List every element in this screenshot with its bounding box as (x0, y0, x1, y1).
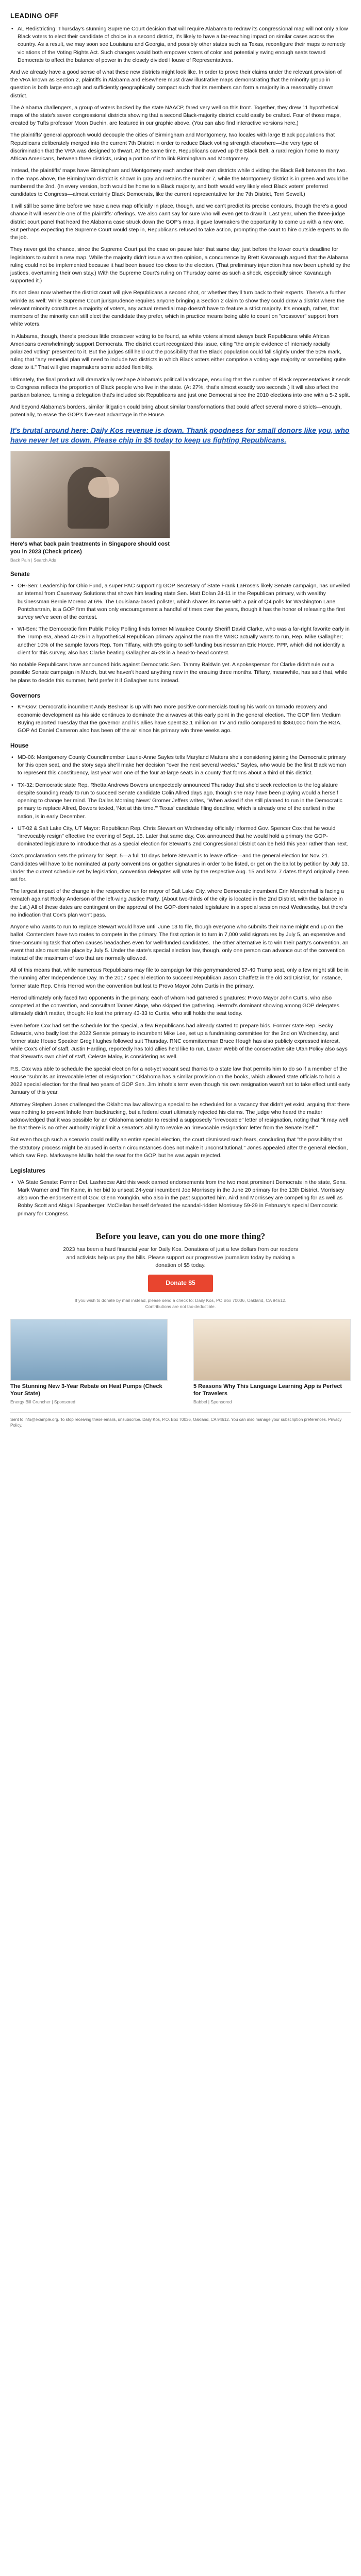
ad-sponsor: Back Pain | Search Ads (10, 557, 56, 563)
ad-sponsor: Energy Bill Cruncher | Sponsored (10, 1399, 75, 1404)
list-item: • OH-Sen: Leadership for Ohio Fund, a super PAC supporting GOP Secretary of State Frank LaRose's likely Senate campaign, has unveiled an internal from Causeway Solutions that shows him leading state Sen. Matt Dolan 24-11 in the Republican primary, with wealthy businessman Bernie Moreno at 6%. The Louisiana-based pollster, which shares its name with a pair of Q4 polls for Washington Lane Pontchartrain, is a GOP firm that won only encouragement a handful of times over the years, though it has the honor of releasing the first survey we've seen of the contest. (10, 582, 351, 621)
ad-hand (88, 477, 119, 498)
list-item: • KY-Gov: Democratic incumbent Andy Beshear is up with two more positive commercials touting his work on tornado recovery and economic development as his side continues to dominate the airwaves at this early point in the general election. The GOP firm Medium Buying reported Tuesday that the governor and his allies have spent $2.1 million on TV and radio compared to $360,000 from the RGA. GOP Ad Daniel Cameron also has been off the air since his primary win three weeks ago. (10, 703, 351, 735)
governors-list (10, 703, 351, 735)
donation-mail-note: If you wish to donate by mail instead, please send a check to: Daily Kos, PO Box 70036, Oakland, CA 94612. Contributions are not tax-deductible. (74, 1297, 287, 1309)
paragraph: In Alabama, though, there's precious little crossover voting to be found, as white voters almost always back Republicans while African Americans overwhelmingly support Democrats. The district court recognized this issue, citing "the ample evidence of intensely racially polarized voting" presented to it. But the judges still held out the possibility that the Black population could fall slightly under the 50% mark, ruling that "any remedial plan will need to include two districts in which Black voters either comprise a voting-age majority or something quite close to it." That will give mapmakers some added flexibility. (10, 333, 346, 371)
donation-title: Before you leave, can you do one more thing? (95, 1231, 266, 1241)
paragraph: Herrod ultimately only faced two opponents in the primary, each of whom had gathered signatures: Provo Mayor John Curtis, who also competed at the convention, and consultant Tanner Ainge, who skipped the gathering. Herrod's dominant showing among GOP delegates ultimately didn't matter, though: He lost the primary 43-33 to Curtis, who still holds the seat today. (10, 994, 339, 1017)
donate-button[interactable]: Donate $5 (148, 1275, 212, 1292)
paragraph: Instead, the plaintiffs' maps have Birmingham and Montgomery each anchor their own districts while dividing the Black Belt between the two. In the maps above, the Birmingham district is shown in gray and retains the number 7, while the Montgomery district is in green and would be numbered the 2nd. (In every version, both would be home to a Black majority, and both would very likely elect Black voters' preferred candidates to Congress—almost certainly Black Democrats, like the current representative for the 7th District, Terri Sewell.) (10, 167, 349, 197)
ad-sponsor: Babbel | Sponsored (193, 1399, 232, 1404)
ad-image[interactable] (10, 451, 170, 538)
list-item: • UT-02 & Salt Lake City, UT Mayor: Republican Rep. Chris Stewart on Wednesday officially informed Gov. Spencer Cox that he would "irrevocably resign" effective the evening of Sept. 15. Later that same day, Cox announced that he would hold a primary the GOP-dominated legislature to introduce that as a special election for Stewart's 2nd Congressional District can be held this year rather than next. (10, 825, 351, 849)
paragraph: It will still be some time before we have a new map officially in place, though, and we can't predict its precise contours, though there's a good chance it will resemble one of the plaintiffs' offerings. We also can't say for sure who will even get to draw it. Last year, when the three-judge district court panel that heard the Alabama case struck down the GOP's map, it gave lawmakers the opportunity to come up with a new one. But perhaps expecting the Supreme Court would step in, Republicans refused to take action, prompting the court to hire outside experts to do the job. (10, 203, 349, 241)
paragraph: Cox's proclamation sets the primary for Sept. 5—a full 10 days before Stewart is to leave office—and the general election for Nov. 21. Candidates will have to be nominated at party conventions or gather signatures in order to be listed, or get on the ballot by petition by July 13. Under the current schedule set by legislation, convention delegates will vote by the respective Aug. 15 and Nov. 7 dates they'd originally been set for. (10, 853, 349, 883)
section-heading-house: House (10, 743, 29, 750)
footer-text: Sent to info@example.org. To stop receiving these emails, unsubscribe. Daily Kos, P.O. Box 70036, Oakland, CA 94612. You can also manage your subscription preferences. Privacy Policy. (10, 1417, 342, 1428)
senate-list (10, 582, 351, 657)
paragraph: It's not clear now whether the district court will give Republicans a second shot, or whether they'll turn back to their experts. There's a further wrinkle as well: While Supreme Court jurisprudence requires anyone bringing a Section 2 claim to show they could draw a district where the relevant minority constitutes a majority of voters, any actual remedial map doesn't have to feature a strict majority. It's enough, rather, that members of the minority can still elect the candidate they prefer, which in practice means being able to count on "crossover" support from white voters. (10, 290, 346, 328)
paragraph: And we already have a good sense of what these new districts might look like. In order to prove their claims under the relevant provision of the VRA known as Section 2, plaintiffs in Alabama and elsewhere must draw illustrative maps demonstrating that the minority group in question is both large enough and sufficiently geographically compact such that its members can form a majority in a reasonably drawn district. (10, 69, 342, 99)
paragraph: The Alabama challengers, a group of voters backed by the state NAACP, fared very well on this front. Together, they drew 11 hypothetical maps of the state's seven congressional districts showing that a second Black-majority district could easily be crafted. Four of those maps, created by Tufts professor Moon Duchin, are featured in our graphic above. (You can also find interactive versions here.) (10, 104, 341, 127)
bottom-ad-left[interactable] (10, 1319, 168, 1405)
leading-off-body (10, 25, 351, 419)
ad-caption[interactable]: Here's what back pain treatments in Singapore should cost you in 2023 (Check prices) (10, 541, 170, 555)
leading-off-list (10, 25, 351, 64)
ad-caption[interactable]: The Stunning New 3-Year Rebate on Heat Pumps (Check Your State) (10, 1383, 162, 1397)
list-item: • VA State Senate: Former Del. Lashrecse Aird this week earned endorsements from the two most prominent Democrats in the state, Sens. Mark Warner and Tim Kaine, in her bid to unseat 24-year incumbent Joe Morrissey in the June 20 primary for the 13th District. Morrissey also won the endorsement of Gov. Glenn Youngkin, who also in the past supported him. Aird and Morrissey are competing for as well as Bobby Scott and Abigail Spanberger. McClellan herself defeated the scandal-ridden Morrissey 59-29 in February's special Democratic primary for Congress. (10, 1179, 351, 1218)
donation-promo-link[interactable]: It's brutal around here: Daily Kos revenue is down. Thank goodness for small donors like you, who have never let us down. Please chip in $5 today to keep us fighting Republicans. (10, 426, 350, 444)
house-list (10, 754, 351, 848)
paragraph: Attorney Stephen Jones challenged the Oklahoma law allowing a special to be scheduled for a vacancy that didn't yet exist, arguing that there was nothing to prevent Inhofe from backtracking, but a federal court ultimately rejected his claims. The judge who heard the matter acknowledged that it was possible for an Oklahoma senator to rescind a supposedly "irrevocable" letter of resignation, noting that "it may well be that there is no other authority might limit a senator's ability to revoke an 'irrevocable resignation' letter from the Senate itself." (10, 1101, 350, 1131)
donation-text: 2023 has been a hard financial year for Daily Kos. Donations of just a few dollars from our readers and activists help us pay the bills. Please support our progressive journalism today by making a donation of $5 today. (63, 1246, 298, 1268)
footer (10, 1412, 351, 1428)
legislatures-list (10, 1179, 351, 1218)
ad-image[interactable] (193, 1319, 351, 1381)
paragraph: All of this means that, while numerous Republicans may file to campaign for this gerrymandered 57-40 Trump seat, only a few might still be in the running after Independence Day. In the 2017 special election to succeed Republican Jason Chaffetz in the old 3rd District, for instance, former state Rep. Chris Herrod won the convention but lost to Provo Mayor John Curtis in the primary. (10, 967, 349, 989)
list-item: • MD-06: Montgomery County Councilmember Laurie-Anne Sayles tells Maryland Matters she's considering joining the Democratic primary for this open seat, and the story says she'll make her decision "over the next several weeks." Sayles, who would be the first Black woman to represent this constituency, last year won one of the four at-large seats in a county that forms about a third of this district. (10, 754, 351, 777)
section-heading-leading-off: LEADING OFF (10, 12, 59, 20)
paragraph: And beyond Alabama's borders, similar litigation could bring about similar transformations that could affect several more districts—enough, potentially, to erase the GOP's five-seat advantage in the House. (10, 404, 342, 418)
bottom-ads (10, 1319, 351, 1405)
paragraph: The plaintiffs' general approach would decouple the cities of Birmingham and Montgomery, two locales with large Black populations that Republicans deliberately merged into the current 7th District in order to reduce Black voting strength elsewhere—the very type of discrimination that the VRA was designed to thwart. At the same time, Republicans carved up the Black Belt, a rural region home to many African Americans, between three districts, using a portion of it to link Birmingham and Montgomery. (10, 132, 339, 162)
paragraph: Even before Cox had set the schedule for the special, a few Republicans had already started to prepare bids. Former state Rep. Becky Edwards, who badly lost the 2022 Senate primary to incumbent Mike Lee, set up a fundraising committee for the 2nd on Wednesday, and former state House Speaker Greg Hughes followed suit Thursday. RNC committeeman Bruce Hough has also publicly expressed interest, while Cox's chief of staff, Justin Harding, reportedly has told allies he'd like to run. Lavarr Webb of the conservative site Utah Policy also says that Stewart's own chief of staff, Celeste Maloy, is considering as well. (10, 1022, 348, 1060)
section-heading-senate: Senate (10, 571, 30, 578)
list-item: • WI-Sen: The Democratic firm Public Policy Polling finds former Milwaukee County Sheriff David Clarke, who was a far-right favorite early in the Trump era, ahead 40-26 in a hypothetical Republican primary against the man the WISC actually wants to run, Rep. Mike Gallagher; another 10% of the sample favors Rep. Tom Tiffany, with 5% going to self-funding businessman Eric Hovde. PPP, which did not identify a client for this survey, also has Clarke beating Gallagher 45-28 in a head-to-head contest. (10, 625, 351, 657)
ad-figure (68, 467, 109, 529)
list-item: • AL Redistricting: Thursday's stunning Supreme Court decision that will require Alabama to redraw its congressional map will not only allow Black voters to elect their candidate of choice in a second district, it's likely to have a far-reaching impact on similar cases across the country. As a result, we may soon see Louisiana and Georgia, and possibly other states such as Texas, reconfigure their maps to remedy violations of the Voting Rights Act. Such changes would both empower voters of color and potentially swing enough seats toward Democrats to affect the balance of power in the closely divided House of Representatives. (10, 25, 351, 64)
paragraph: The largest impact of the change in the respective run for mayor of Salt Lake City, where Democratic incumbent Erin Mendenhall is facing a rematch against Rocky Anderson of the left-wing Justice Party. (About two-thirds of the city is located in the 2nd District, with the balance in the 1st.) All of these dates are contingent on the approval of the GOP-dominated legislature in a special session next Wednesday, but there's no indication that Cox's plan won't pass. (10, 888, 348, 918)
donation-appeal (62, 1230, 299, 1310)
section-heading-legislatures: Legislatures (10, 1168, 45, 1175)
paragraph: They never got the chance, since the Supreme Court put the case on pause later that same day, just before the lower court's deadline for legislators to submit a new map. While the majority didn't issue a written opinion, a concurrence by Brett Kavanaugh argued that the Alabama ruling could not be implemented because it had been issued too close to the election. (That preliminary injunction has now been upheld by the justices, overturning their own stay.) With the Supreme Court's ruling on Thursday came as such a shock, especially since Kavanaugh supported it.) (10, 246, 350, 284)
paragraph: No notable Republicans have announced bids against Democratic Sen. Tammy Baldwin yet. A spokesperson for Clarke didn't rule out a possible Senate campaign in March, but we haven't heard anything new in the ensuing three months. Tiffany, meanwhile, has said that, while he plans to decide this summer, he'd prefer it if Gallagher runs instead. (10, 662, 348, 684)
list-item: • TX-32: Democratic state Rep. Rhetta Andrews Bowers unexpectedly announced Thursday that she'd seek reelection to the legislature despite sounding ready to run to succeed Senate candidate Colin Allred days ago, though she may have been praying would a herself opening to change her mind. The Dallas Morning News' Gromer Jeffers writes, "When asked if she still planned to run in the Democratic primary to replace Allred, Bowers texted, 'Not at this time.'" Texas' candidate filing deadline, which is already one of the earliest in the nation, is in early December. (10, 782, 351, 821)
sponsored-ad[interactable] (10, 451, 170, 563)
paragraph: P.S. Cox was able to schedule the special election for a not-yet vacant seat thanks to a state law that permits him to do so if a member of the House "submits an irrevocable letter of resignation." Oklahoma has a similar provision on the books, which allowed state officials to hold a 2022 special election for the final two years of GOP Sen. Jim Inhofe's term even though his own resignation wasn't set to take effect until early January of this year. (10, 1065, 351, 1096)
ad-image[interactable] (10, 1319, 168, 1381)
paragraph: Anyone who wants to run to replace Stewart would have until June 13 to file, though everyone who submits their name might end up on the ballot. Contenders have two routes to compete in the primary. The first option is to turn in 7,000 valid signatures by July 5, an expensive and time-consuming task that often causes headaches even for well-funded candidates. The other alternative is to win their party's convention, an event that also must take place by July 5. Under the state's special election law, though, only one person can advance out of the convention instead of the maximum of two that are normally allowed. (10, 924, 349, 962)
donation-promo[interactable] (10, 426, 351, 445)
paragraph: Ultimately, the final product will dramatically reshape Alabama's political landscape, ensuring that the number of Black representatives it sends to Congress reflects the proportion of Black people who live in the state. (At 27%, that's almost exactly two seconds.) It will also affect the partisan balance, turning a delegation that's included six Republicans and just one Democrat since the 2010 elections into one with a 5-2 split. (10, 376, 351, 399)
section-heading-governors: Governors (10, 692, 41, 699)
paragraph: But even though such a scenario could nullify an entire special election, the court dismissed such fears, concluding that "the possibility that the statutory process might be abused in certain circumstances does not make it unconstitutional." Jones appealed after the general election, which saw Rep. Markwayne Mullin hold the seat for the GOP, but he was again rejected. (10, 1137, 348, 1159)
ad-caption[interactable]: 5 Reasons Why This Language Learning App is Perfect for Travelers (193, 1383, 342, 1397)
bottom-ad-right[interactable] (193, 1319, 351, 1405)
